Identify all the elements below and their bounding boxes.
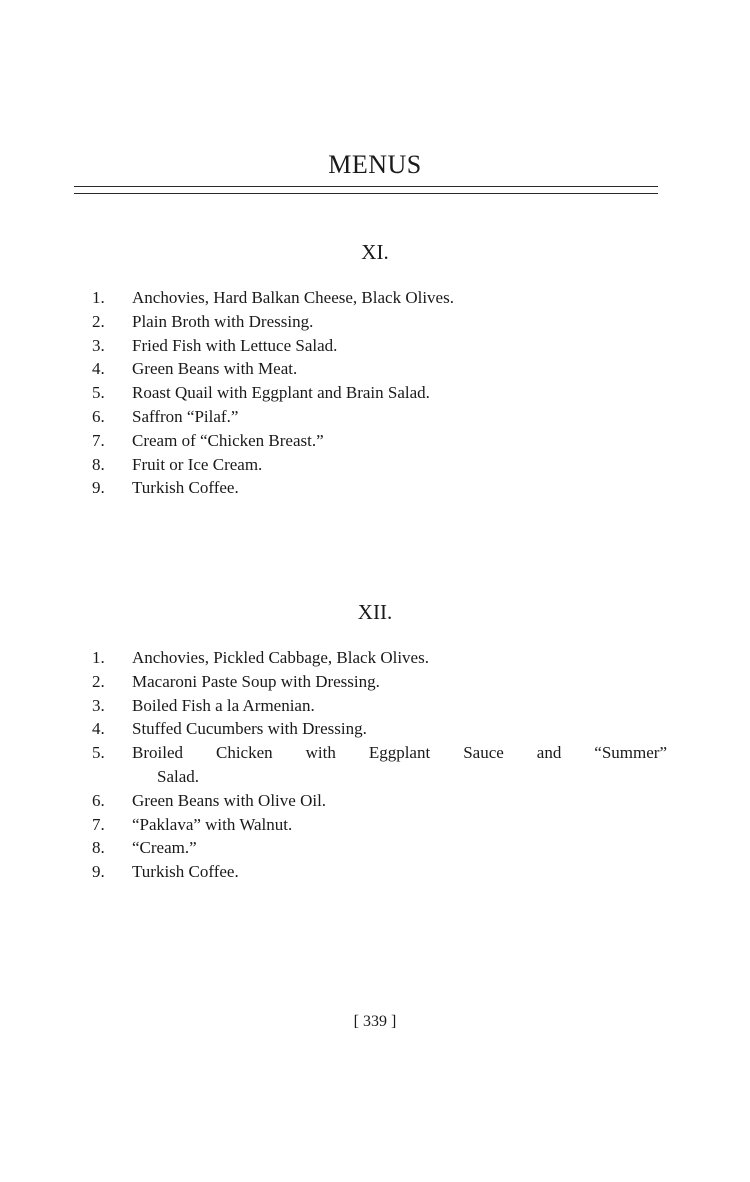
- menu-item: [92, 310, 667, 334]
- item-text: Fruit or Ice Cream.: [132, 454, 263, 474]
- item-text: Saffron “Pilaf.”: [132, 406, 239, 426]
- item-number: 3.: [92, 695, 105, 715]
- menu-item: [92, 813, 667, 837]
- item-number: 1.: [92, 288, 105, 307]
- item-text: Cream of “Chicken Breast.”: [132, 430, 324, 450]
- item-text: Fried Fish with Lettuce Salad.: [132, 335, 338, 355]
- menu-item: [92, 405, 667, 429]
- menu-list-xii: [92, 646, 667, 884]
- menu-item: [92, 860, 667, 884]
- item-text: Green Beans with Meat.: [132, 359, 298, 379]
- item-number: 4.: [92, 719, 105, 739]
- item-text: Anchovies, Hard Balkan Cheese, Black Olives.: [132, 288, 454, 307]
- item-text: Roast Quail with Eggplant and Brain Salad.: [132, 383, 430, 403]
- item-text: Turkish Coffee.: [132, 862, 239, 882]
- title-rule-bottom: [74, 193, 658, 194]
- menu-item: [92, 694, 667, 718]
- item-number: 6.: [92, 406, 105, 426]
- item-number: 7.: [92, 814, 105, 834]
- item-number: 8.: [92, 838, 105, 858]
- title-rule-top: [74, 186, 658, 187]
- section-heading-xii: XII.: [357, 600, 393, 624]
- menu-item: [92, 670, 667, 694]
- item-text-continuation: Salad.: [157, 766, 200, 786]
- item-text: Broiled Chicken with Eggplant Sauce and “Summer”: [132, 743, 667, 763]
- item-text: “Cream.”: [132, 838, 197, 858]
- menu-item: [92, 357, 667, 381]
- menu-item: [92, 334, 667, 358]
- item-number: 6.: [92, 790, 105, 810]
- item-number: 9.: [92, 862, 105, 882]
- menu-list-xi: [92, 286, 667, 500]
- page-number: [ 339 ]: [353, 1013, 397, 1030]
- menu-item: [92, 381, 667, 405]
- item-number: 8.: [92, 454, 105, 474]
- menu-item: [92, 476, 667, 500]
- menu-item: [92, 789, 667, 813]
- item-text: Plain Broth with Dressing.: [132, 311, 314, 331]
- item-text: Turkish Coffee.: [132, 478, 239, 498]
- item-number: 5.: [92, 383, 105, 403]
- menu-item: [92, 453, 667, 477]
- menu-item: [92, 741, 667, 789]
- menu-item: [92, 836, 667, 860]
- section-heading-xi: XI.: [361, 240, 389, 264]
- item-text: Boiled Fish a la Armenian.: [132, 695, 315, 715]
- item-number: 7.: [92, 430, 105, 450]
- page-title: MENUS: [328, 150, 422, 179]
- item-number: 2.: [92, 671, 105, 691]
- menu-item: [92, 646, 667, 670]
- item-text: “Paklava” with Walnut.: [132, 814, 293, 834]
- item-text: Stuffed Cucumbers with Dressing.: [132, 719, 367, 739]
- item-text: Anchovies, Pickled Cabbage, Black Olives.: [132, 648, 429, 667]
- menu-item: [92, 717, 667, 741]
- item-number: 4.: [92, 359, 105, 379]
- item-text: Green Beans with Olive Oil.: [132, 790, 327, 810]
- item-number: 3.: [92, 335, 105, 355]
- menu-item: [92, 286, 667, 310]
- item-number: 1.: [92, 648, 105, 667]
- item-number: 9.: [92, 478, 105, 498]
- menu-item: [92, 429, 667, 453]
- item-number: 2.: [92, 311, 105, 331]
- item-text: Macaroni Paste Soup with Dressing.: [132, 671, 380, 691]
- item-number: 5.: [92, 743, 105, 763]
